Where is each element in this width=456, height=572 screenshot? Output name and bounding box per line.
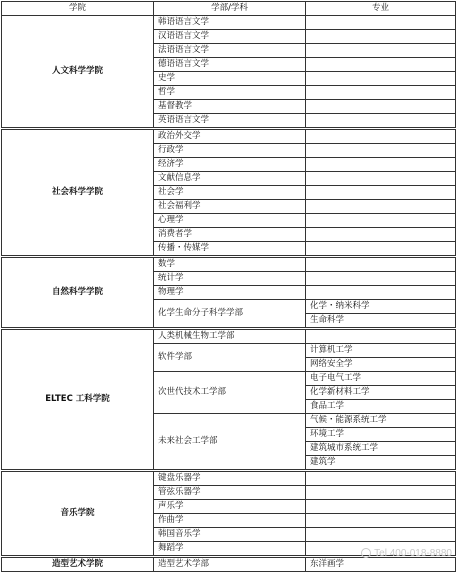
major-name: 气候・能源系统工学 (306, 414, 456, 428)
college-name: ELTEC 工科学院 (2, 329, 154, 471)
major-name: 化学新材料工学 (306, 386, 456, 400)
major-name (306, 86, 456, 100)
table-row (2, 257, 456, 272)
major-name (306, 72, 456, 86)
department-name: 社会学 (154, 186, 306, 200)
major-name (306, 129, 456, 144)
college-name: 音乐学院 (2, 471, 154, 557)
majors-table (1, 1, 456, 572)
college-name: 社会科学学院 (2, 129, 154, 257)
major-name (306, 528, 456, 542)
major-name (306, 100, 456, 114)
header-college: 学院 (2, 2, 154, 16)
department-name: 声乐学 (154, 500, 306, 514)
major-name (306, 16, 456, 30)
college-name: 自然科学学院 (2, 257, 154, 329)
department-name: 舞蹈学 (154, 542, 306, 557)
major-name: 建筑城市系统工学 (306, 442, 456, 456)
department-name: 次世代技术工学部 (154, 372, 306, 414)
department-name: 传播・传媒学 (154, 242, 306, 257)
major-name: 东洋画学 (306, 557, 456, 572)
department-name: 人类机械生物工学部 (154, 329, 306, 344)
major-name (306, 114, 456, 129)
major-name (306, 486, 456, 500)
major-name (306, 158, 456, 172)
department-name: 经济学 (154, 158, 306, 172)
department-name: 统计学 (154, 272, 306, 286)
major-name (306, 58, 456, 72)
major-name: 计算机工学 (306, 344, 456, 358)
watermark-logo-icon (361, 548, 371, 558)
department-name: 化学生命分子科学学部 (154, 300, 306, 329)
major-name (306, 500, 456, 514)
department-name: 基督教学 (154, 100, 306, 114)
major-name: 网络安全学 (306, 358, 456, 372)
table-row (2, 16, 456, 30)
watermark (361, 548, 452, 559)
header-major: 专业 (306, 2, 456, 16)
major-name (306, 214, 456, 228)
department-name: 德语语言文学 (154, 58, 306, 72)
department-name: 英语语言文学 (154, 114, 306, 129)
department-name: 造型艺术学部 (154, 557, 306, 572)
department-name: 韩国音乐学 (154, 528, 306, 542)
department-name: 社会福利学 (154, 200, 306, 214)
major-name (306, 286, 456, 300)
department-name: 键盘乐器学 (154, 471, 306, 486)
major-name (306, 186, 456, 200)
major-name (306, 272, 456, 286)
department-name: 作曲学 (154, 514, 306, 528)
department-name: 消费者学 (154, 228, 306, 242)
major-name: 食品工学 (306, 400, 456, 414)
department-name: 哲学 (154, 86, 306, 100)
department-name: 文献信息学 (154, 172, 306, 186)
table-row (2, 471, 456, 486)
major-name (306, 144, 456, 158)
department-name: 史学 (154, 72, 306, 86)
major-name (306, 514, 456, 528)
header-row (2, 2, 456, 16)
department-name: 物理学 (154, 286, 306, 300)
major-name (306, 200, 456, 214)
department-name: 法语语言文学 (154, 44, 306, 58)
table-row (2, 129, 456, 144)
major-name (306, 30, 456, 44)
header-department: 学部/学科 (154, 2, 306, 16)
major-name: 生命科学 (306, 314, 456, 329)
major-name (306, 471, 456, 486)
table-body (2, 16, 456, 572)
major-name (306, 44, 456, 58)
college-name: 人文科学学院 (2, 16, 154, 129)
major-name (306, 228, 456, 242)
department-name: 汉语语言文学 (154, 30, 306, 44)
department-name: 心理学 (154, 214, 306, 228)
major-name: 建筑学 (306, 456, 456, 471)
major-name: 化学・纳米科学 (306, 300, 456, 314)
department-name: 政治外交学 (154, 129, 306, 144)
department-name: 行政学 (154, 144, 306, 158)
department-name: 软件学部 (154, 344, 306, 372)
major-name (306, 242, 456, 257)
table-row (2, 329, 456, 344)
department-name: 未来社会工学部 (154, 414, 306, 471)
watermark-text: Tel 400-018-8880 (374, 548, 452, 559)
major-name (306, 329, 456, 344)
major-name: 电子电气工学 (306, 372, 456, 386)
department-name: 韩语语言文学 (154, 16, 306, 30)
college-name: 造型艺术学院 (2, 557, 154, 572)
department-name: 数学 (154, 257, 306, 272)
major-name (306, 172, 456, 186)
major-name: 环境工学 (306, 428, 456, 442)
major-name (306, 257, 456, 272)
department-name: 管弦乐器学 (154, 486, 306, 500)
